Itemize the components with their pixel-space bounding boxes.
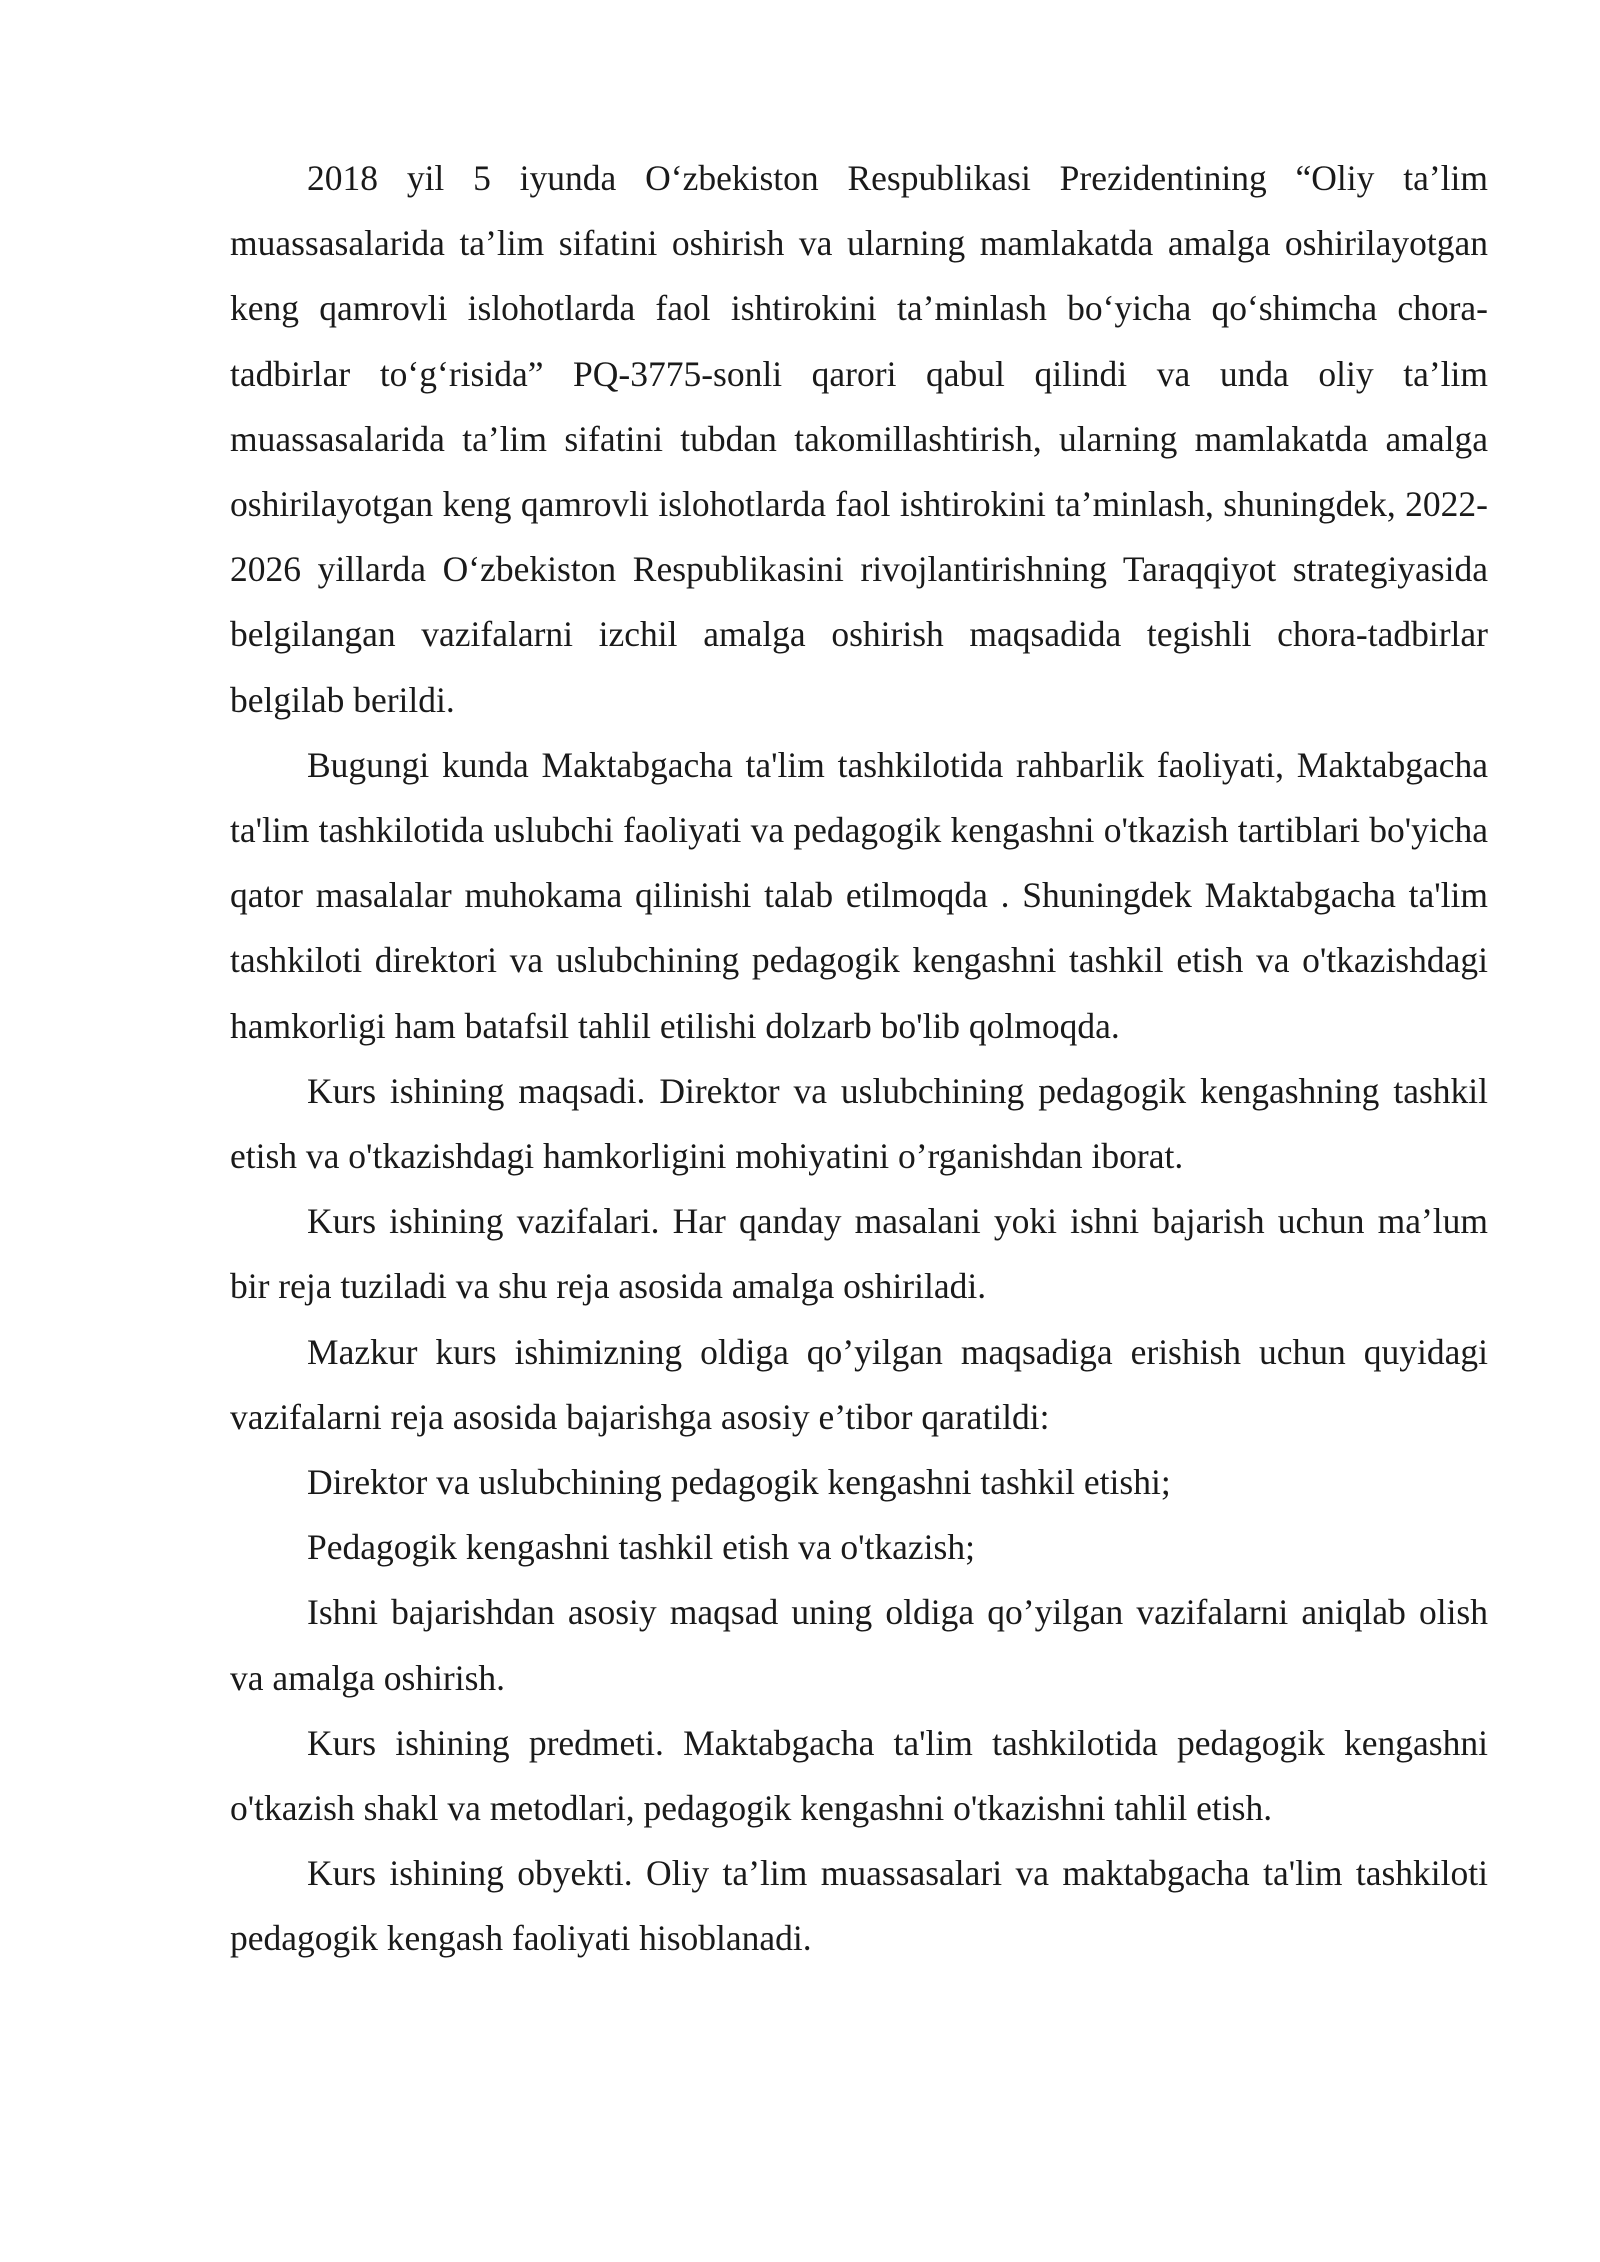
paragraph-goal: Kurs ishining maqsadi. Direktor va uslubchining pedagogik kengashning tashkil etish va o'tkazishdagi hamkorligini mohiyatini o’rganishdan iborat. bbox=[230, 1070, 1488, 1177]
paragraph-object: Kurs ishining obyekti. Oliy ta’lim muassasalari va maktabgacha ta'lim tashkiloti pedagogik kengash faoliyati hisoblanadi. bbox=[230, 1853, 1488, 1959]
paragraph-tasks-intro: Mazkur kurs ishimizning oldiga qo’yilgan maqsadiga erishish uchun quyidagi vazifalarni reja asosida bajarishga asosiy e’tibor qaratildi: bbox=[230, 1331, 1488, 1437]
paragraph-tasks: Kurs ishining vazifalari. Har qanday masalani yoki ishni bajarish uchun ma’lum bir reja tuziladi va shu reja asosida amalga oshiriladi. bbox=[230, 1201, 1488, 1307]
paragraph-decree-intro: 2018 yil 5 iyunda O‘zbekiston Respublikasi Prezidentining “Oliy ta’lim muassasalarida ta’lim sifatini oshirish va ularning mamlakatda amalga oshirilayotgan keng qamrovli islohotlarda faol ishtirokini ta’minlash bo‘yicha qo‘shimcha chora-tadbirlar to‘g‘risida” PQ-3775-sonli qarori qabul qilindi va unda oliy ta’lim muassasalarida ta’lim sifatini tubdan takomillashtirish, ularning mamlakatda amalga oshirilayotgan keng qamrovli islohotlarda faol ishtirokini ta’minlash, shuningdek, 2022-2026 yillarda O‘zbekiston Respublikasini rivojlantirishning Taraqqiyot strategiyasida belgilangan vazifalarni izchil amalga oshirish maqsadida tegishli chora-tadbirlar belgilab berildi. bbox=[230, 158, 1488, 720]
paragraph-subject: Kurs ishining predmeti. Maktabgacha ta'lim tashkilotida pedagogik kengashni o'tkazish shakl va metodlari, pedagogik kengashni o'tkazishni tahlil etish. bbox=[230, 1722, 1488, 1829]
paragraph-task-item-2: Pedagogik kengashni tashkil etish va o'tkazish; bbox=[307, 1527, 975, 1568]
paragraph-task-item-1: Direktor va uslubchining pedagogik kengashni tashkil etishi; bbox=[307, 1462, 1171, 1503]
paragraph-task-item-3: Ishni bajarishdan asosiy maqsad uning oldiga qo’yilgan vazifalarni aniqlab olish va amalga oshirish. bbox=[230, 1592, 1488, 1698]
document-page bbox=[230, 146, 1488, 1972]
paragraph-relevance: Bugungi kunda Maktabgacha ta'lim tashkilotida rahbarlik faoliyati, Maktabgacha ta'lim tashkilotida uslubchi faoliyati va pedagogik kengashni o'tkazish tartiblari bo'yicha qator masalalar muhokama qilinishi talab etilmoqda . Shuningdek Maktabgacha ta'lim tashkiloti direktori va uslubchining pedagogik kengashni tashkil etish va o'tkazishdagi hamkorligi ham batafsil tahlil etilishi dolzarb bo'lib qolmoqda. bbox=[230, 744, 1488, 1046]
